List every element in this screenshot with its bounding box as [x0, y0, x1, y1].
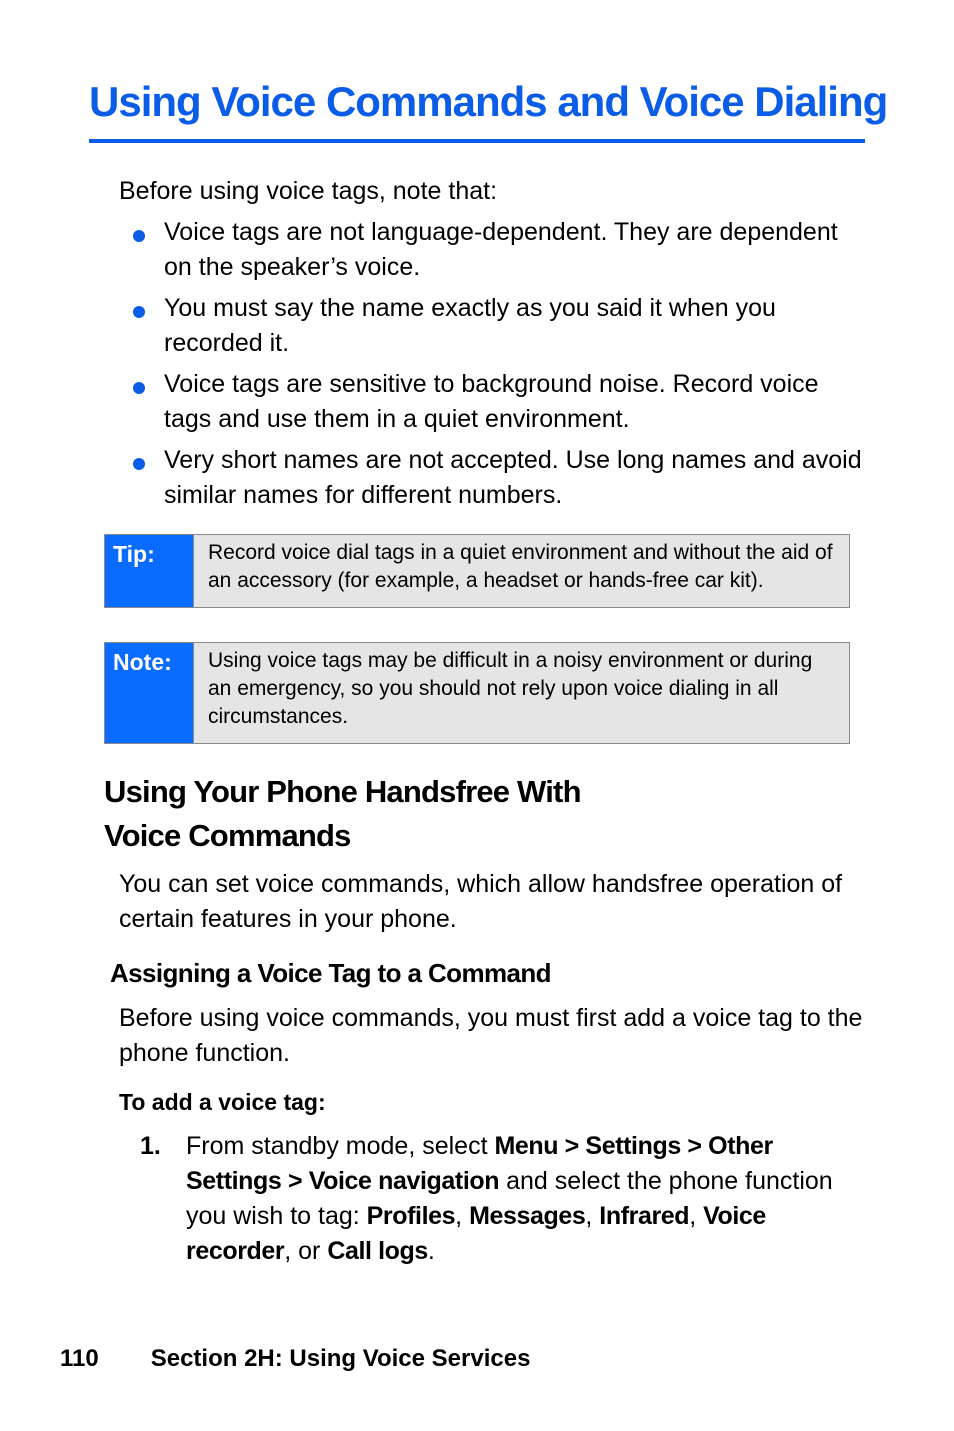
option-profiles: Profiles: [366, 1202, 456, 1230]
bullet-icon: [133, 458, 145, 470]
note-label: Note:: [105, 643, 194, 743]
subsection-paragraph: Before using voice commands, you must first add a voice tag to the phone function.: [119, 1004, 863, 1067]
step-text-part: and select the phone function you wish to tag:: [186, 1167, 833, 1230]
tip-callout: [104, 534, 850, 608]
option-infrared: Infrared: [599, 1202, 690, 1230]
tip-text: Record voice dial tags in a quiet environment and without the aid of an accessory (for example, a headset or hands-free car kit).: [208, 541, 833, 592]
bullet-icon: [133, 306, 145, 318]
section-heading-line1: Using Your Phone Handsfree With: [104, 774, 581, 809]
page-title: Using Voice Commands and Voice Dialing: [89, 78, 888, 125]
step-text: [186, 1129, 846, 1269]
list-item: [119, 443, 864, 513]
bullet-icon: [133, 230, 145, 242]
separator: ,: [585, 1202, 600, 1230]
page-footer: [60, 1345, 530, 1373]
bullet-text: Voice tags are sensitive to background noise. Record voice tags and use them in a quiet environment.: [164, 370, 819, 433]
subsection-heading: Assigning a Voice Tag to a Command: [110, 958, 551, 988]
list-item: [119, 215, 864, 285]
bullet-icon: [133, 382, 145, 394]
section-heading: [104, 770, 581, 858]
separator: ,: [455, 1202, 470, 1230]
procedure-heading: To add a voice tag:: [119, 1089, 326, 1115]
option-messages: Messages: [469, 1202, 586, 1230]
bullet-list: [119, 215, 864, 519]
menu-path: Menu > Settings > Other Settings > Voice navigation: [186, 1132, 773, 1195]
step-number: 1.: [140, 1132, 161, 1160]
title-rule: [89, 139, 865, 143]
section-paragraph: You can set voice commands, which allow handsfree operation of certain features in your phone.: [119, 870, 843, 933]
option-call-logs: Call logs: [327, 1237, 428, 1265]
intro-text: Before using voice tags, note that:: [119, 177, 498, 205]
tip-label: Tip:: [105, 535, 194, 607]
list-item: [119, 291, 864, 361]
option-voice-recorder: Voice recorder: [186, 1202, 766, 1265]
footer-section-title: Section 2H: Using Voice Services: [150, 1345, 531, 1372]
separator: .: [427, 1237, 435, 1265]
page-number: 110: [60, 1345, 99, 1372]
step-text-part: From standby mode, select: [186, 1132, 495, 1160]
bullet-text: You must say the name exactly as you said it when you recorded it.: [164, 294, 776, 357]
list-item: [119, 367, 864, 437]
bullet-text: Voice tags are not language-dependent. They are dependent on the speaker’s voice.: [164, 218, 838, 281]
note-callout: [104, 642, 850, 744]
section-heading-line2: Voice Commands: [104, 818, 351, 853]
bullet-text: Very short names are not accepted. Use long names and avoid similar names for different numbers.: [164, 446, 862, 509]
separator: , or: [284, 1237, 328, 1265]
note-text: Using voice tags may be difficult in a noisy environment or during an emergency, so you should not rely upon voice dialing in all circumstances.: [208, 649, 813, 728]
separator: ,: [689, 1202, 704, 1230]
